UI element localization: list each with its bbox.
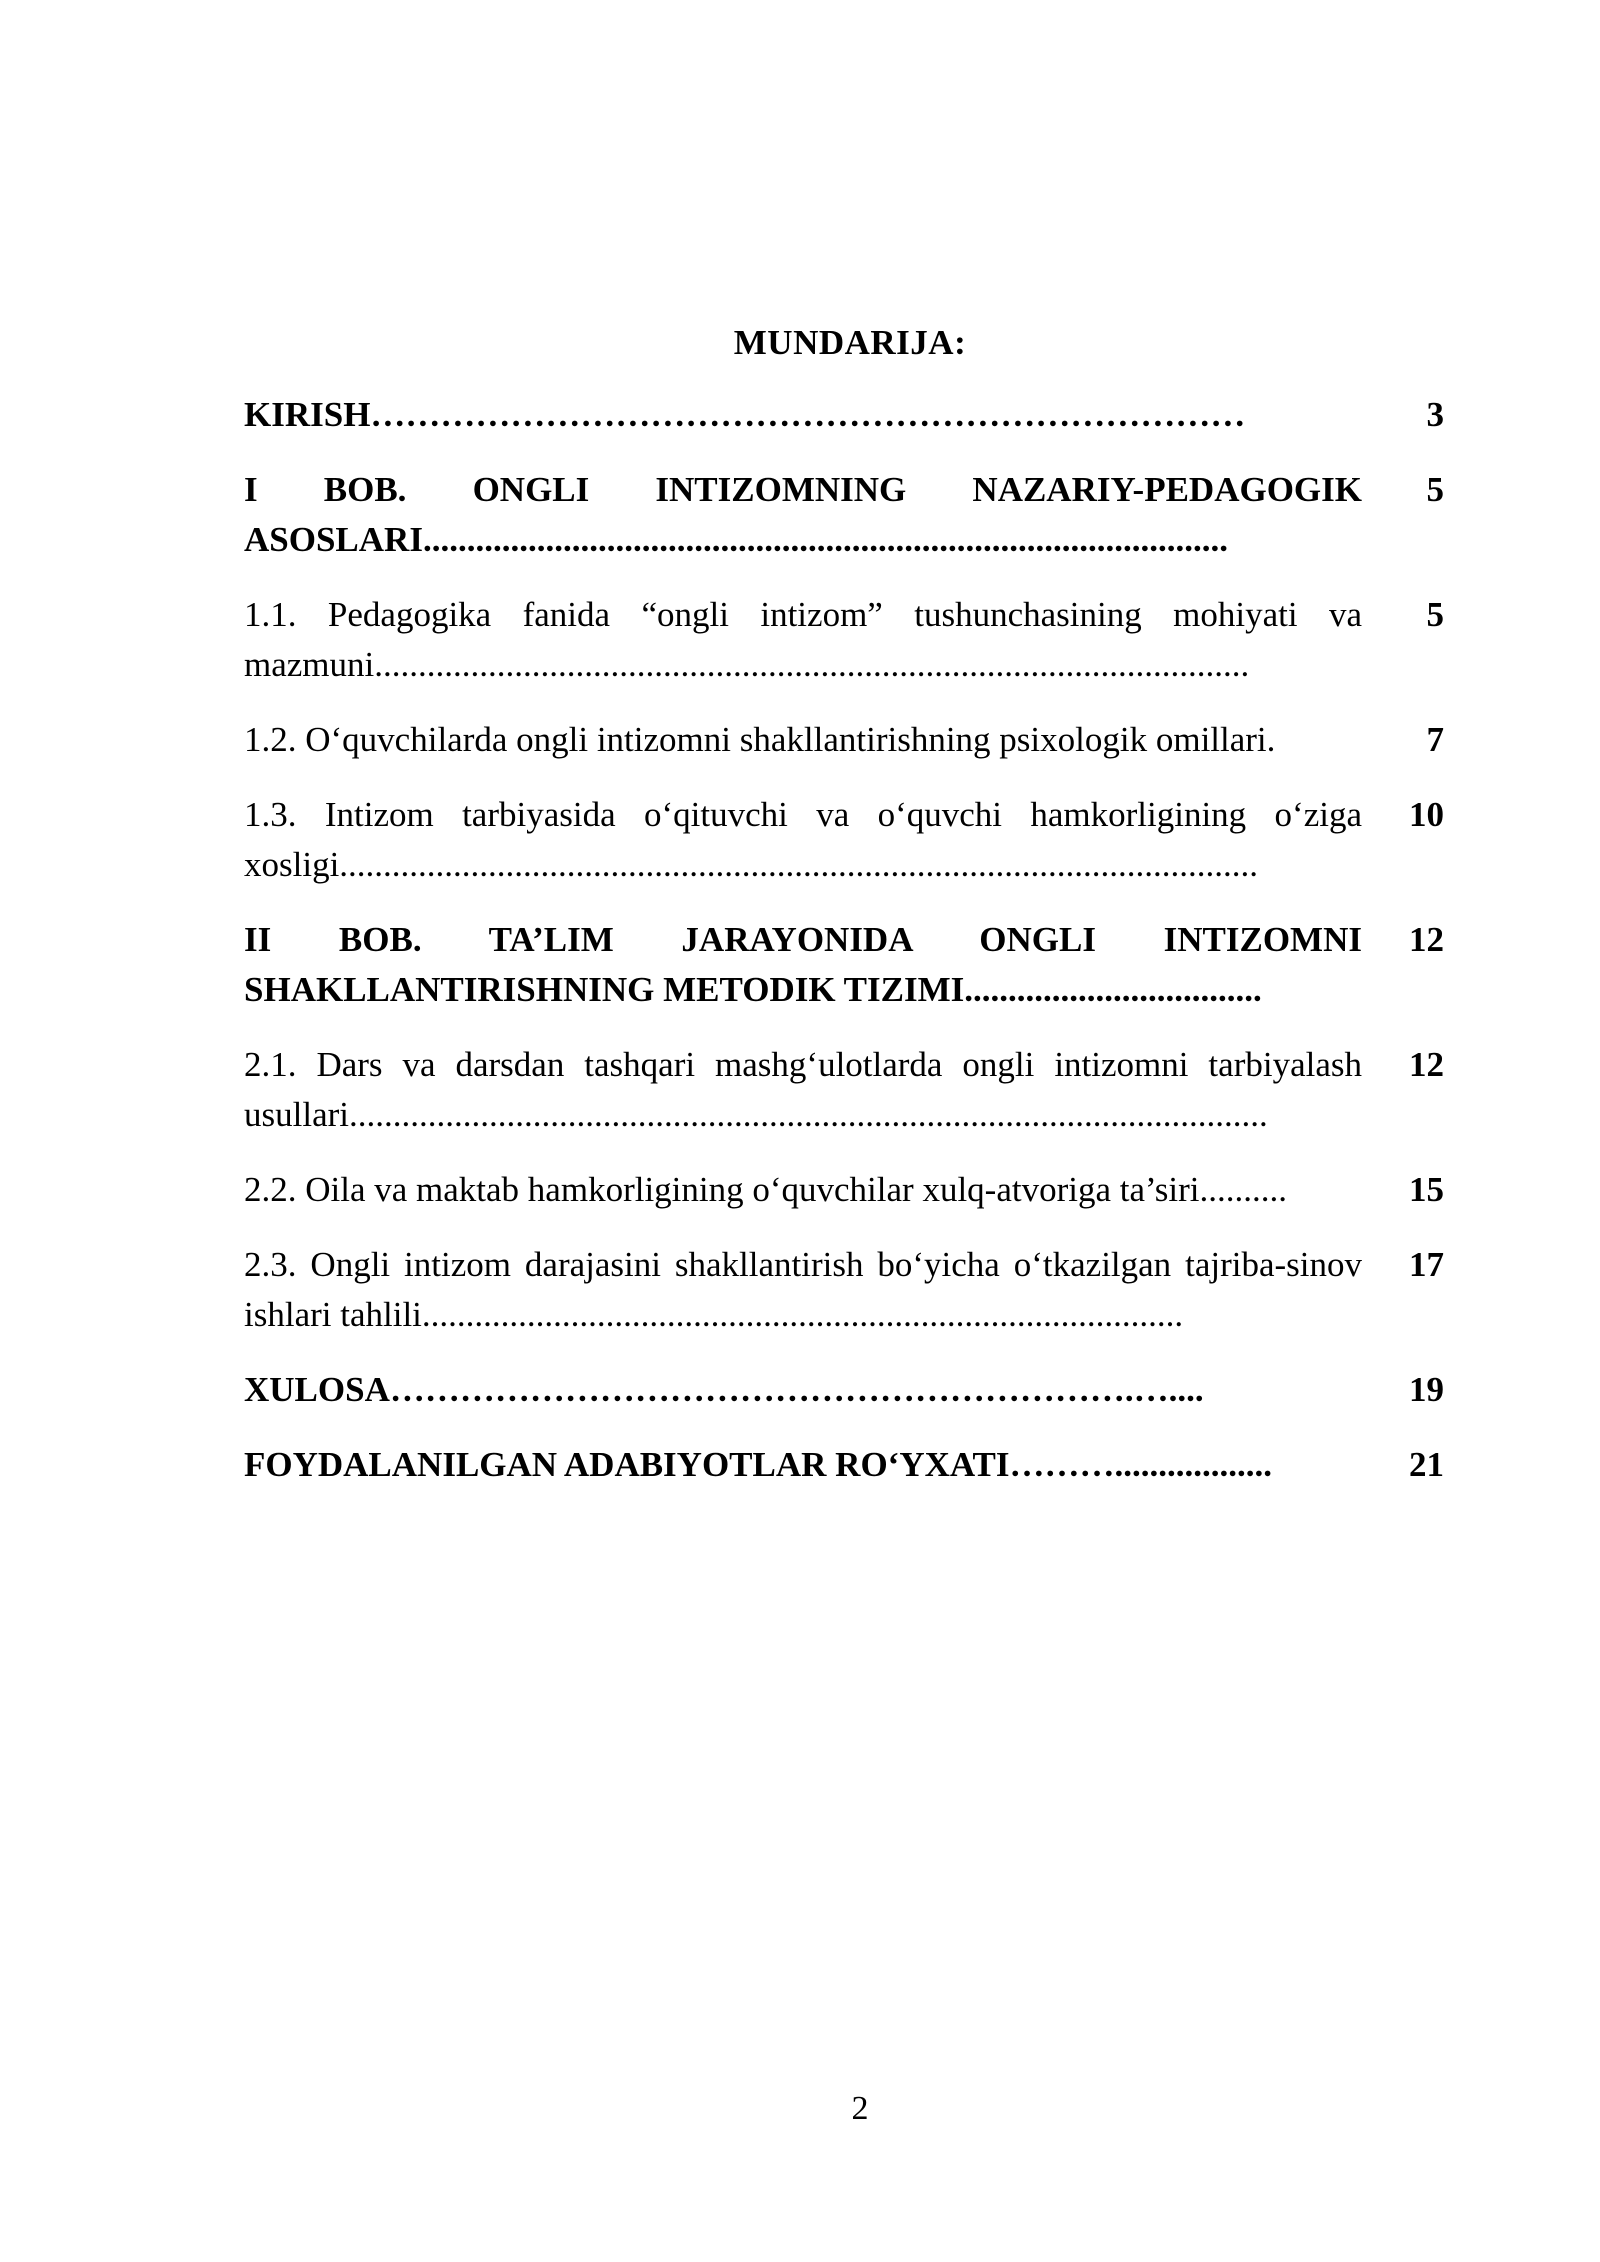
toc-page-number: 7 xyxy=(1426,720,1444,759)
toc-page-number: 15 xyxy=(1409,1170,1444,1209)
toc-entry-xulosa xyxy=(244,1365,1444,1415)
toc-entry-chapter-1 xyxy=(244,465,1444,565)
toc-entry-text: 1.2. O‘quvchilarda ongli intizomni shakllantirishning psixologik omillari. xyxy=(244,720,1276,759)
toc-entry-kirish xyxy=(244,390,1444,440)
toc-entry-text: 2.2. Oila va maktab hamkorligining o‘quvchilar xulq-atvoriga ta’siri.......... xyxy=(244,1170,1287,1209)
page-number: 2 xyxy=(851,2090,869,2127)
toc-page-number: 17 xyxy=(1409,1245,1444,1284)
toc-page-number: 19 xyxy=(1409,1370,1444,1409)
toc-entry-section-2-1 xyxy=(244,1040,1444,1140)
toc-entry-section-1-3 xyxy=(244,790,1444,890)
toc-entry-section-1-1 xyxy=(244,590,1444,690)
toc-entry-text: 1.3. Intizom tarbiyasida o‘qituvchi va o‘quvchi hamkorligining o‘ziga xosligi......................................................................................................... xyxy=(244,795,1362,884)
toc-entry-text: II BOB. TA’LIM JARAYONIDA ONGLI INTIZOMNI SHAKLLANTIRISHNING METODIK TIZIMI.................................. xyxy=(244,920,1362,1009)
table-of-contents xyxy=(244,390,1444,1515)
toc-entry-text: XULOSA……………………………………………………….….... xyxy=(244,1370,1204,1409)
toc-page-number: 5 xyxy=(1426,470,1444,509)
toc-page-number: 10 xyxy=(1409,795,1444,834)
toc-entry-text: I BOB. ONGLI INTIZOMNING NAZARIY-PEDAGOGIK ASOSLARI............................................................................................ xyxy=(244,470,1362,559)
toc-entry-section-1-2 xyxy=(244,715,1444,765)
toc-entry-text: 1.1. Pedagogika fanida “ongli intizom” tushunchasining mohiyati va mazmuni.................................................................................................... xyxy=(244,595,1362,684)
toc-entry-text: 2.1. Dars va darsdan tashqari mashg‘ulotlarda ongli intizomni tarbiyalash usullari......................................................................................................... xyxy=(244,1045,1362,1134)
toc-page-number: 12 xyxy=(1409,1045,1444,1084)
toc-page-number: 3 xyxy=(1426,395,1444,434)
toc-title: MUNDARIJA: xyxy=(733,323,967,362)
toc-entry-section-2-3 xyxy=(244,1240,1444,1340)
toc-entry-text: 2.3. Ongli intizom darajasini shakllantirish bo‘yicha o‘tkazilgan tajriba-sinov ishlari tahlili....................................................................................... xyxy=(244,1245,1362,1334)
toc-entry-chapter-2 xyxy=(244,915,1444,1015)
toc-page-number: 12 xyxy=(1409,920,1444,959)
toc-entry-section-2-2 xyxy=(244,1165,1444,1215)
toc-page-number: 5 xyxy=(1426,595,1444,634)
toc-entry-text: KIRISH………………………………………………………………… xyxy=(244,395,1246,434)
toc-entry-references xyxy=(244,1440,1444,1490)
toc-page-number: 21 xyxy=(1409,1445,1444,1484)
toc-entry-text: FOYDALANILGAN ADABIYOTLAR RO‘YXATI……….................. xyxy=(244,1445,1273,1484)
